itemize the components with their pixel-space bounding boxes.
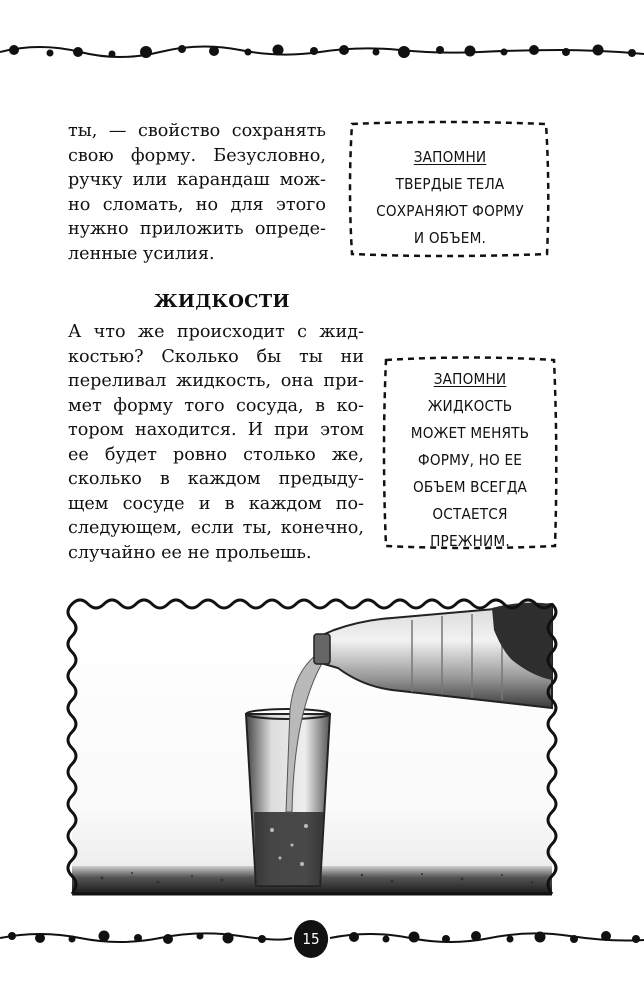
paragraph-liquids [68, 320, 364, 565]
text-line: ручку или карандаш мож- [68, 170, 326, 190]
paragraph-solid-continuation [68, 119, 326, 266]
text-line: случайно ее не прольешь. [68, 542, 312, 563]
note-line: ЖИДКОСТЬ [427, 397, 513, 415]
illustration-pouring-water [62, 590, 562, 906]
note-line: МОЖЕТ МЕНЯТЬ [410, 424, 530, 442]
text-line: А что же происходит с жид- [68, 322, 364, 342]
note-line: ОСТАЕТСЯ [432, 505, 508, 523]
text-line: ты, — свойство сохранять [68, 121, 326, 141]
note-liquids [394, 366, 545, 555]
note-title: ЗАПОМНИ [433, 370, 507, 388]
note-line: ОБЪЕМ ВСЕГДА [412, 478, 528, 496]
top-dotted-border [0, 30, 644, 70]
text-line: но сломать, но для этого [68, 194, 326, 215]
note-line: ПРЕЖНИМ. [430, 532, 510, 550]
text-line: нужно приложить опреде- [68, 219, 326, 239]
text-line: тором находится. И при этом [68, 420, 364, 440]
text-line: ленные усилия. [68, 243, 215, 264]
text-line: сколько в каждом предыду- [68, 469, 364, 489]
section-heading: ЖИДКОСТИ [154, 291, 290, 312]
note-line: И ОБЪЕМ. [413, 229, 487, 247]
note-line: СОХРАНЯЮТ ФОРМУ [376, 202, 524, 220]
text-line: мет форму того сосуда, в ко- [68, 395, 364, 416]
text-line: щем сосуде и в каждом по- [68, 493, 364, 514]
text-line: ее будет ровно столько же, [68, 444, 364, 465]
note-line: ТВЕРДЫЕ ТЕЛА [395, 175, 505, 193]
note-line: ФОРМУ, НО ЕЕ [417, 451, 523, 469]
text-line: следующем, если ты, конечно, [68, 518, 364, 538]
text-line: переливал жидкость, она при- [68, 371, 364, 391]
text-line: свою форму. Безусловно, [68, 145, 326, 166]
page-number: 15 [294, 920, 328, 958]
note-solid-bodies [364, 144, 536, 252]
note-title: ЗАПОМНИ [413, 148, 487, 166]
text-line: костью? Сколько бы ты ни [68, 346, 364, 367]
